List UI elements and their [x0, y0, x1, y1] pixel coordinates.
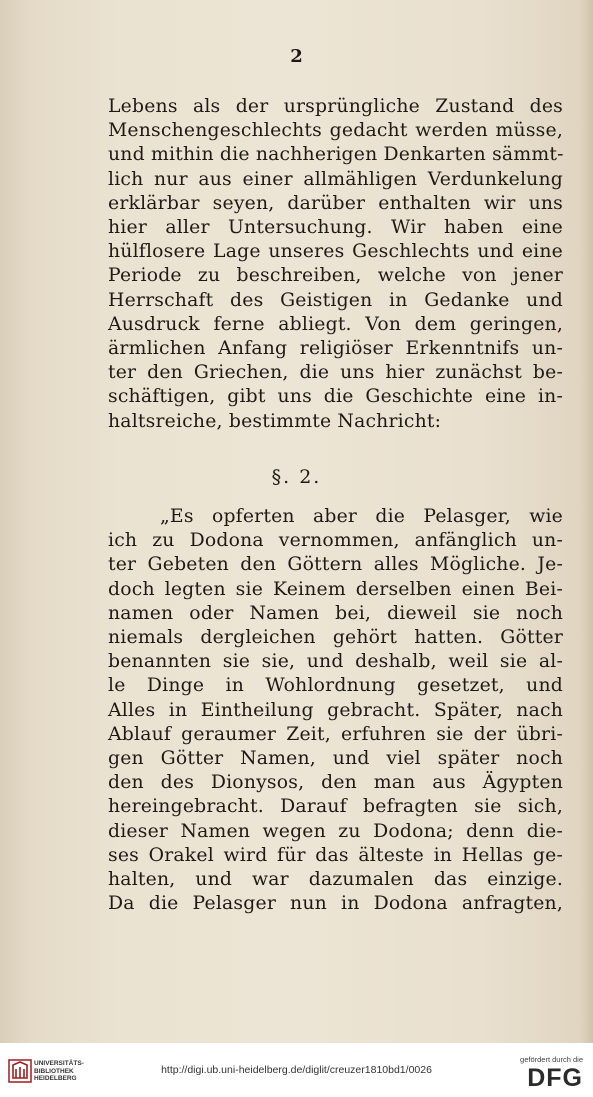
text-line: ter den Griechen, die uns hier zunächst be- — [108, 362, 563, 384]
text-line: dieser Namen wegen zu Dodona; denn die- — [108, 820, 563, 842]
text-line: schäftigen, gibt uns die Geschichte eine in- — [108, 386, 563, 408]
dfg-logo: DFG — [527, 1064, 583, 1092]
text-line: haltsreiche, bestimmte Nachricht: — [108, 410, 442, 432]
text-line: Da die Pelasger nun in Dodona anfragten, — [108, 893, 563, 915]
text-line: Periode zu beschreiben, welche von jener — [108, 265, 563, 287]
text-line: „Es opferten aber die Pelasger, wie — [160, 506, 563, 527]
text-line: Lebens als der ursprüngliche Zustand des — [108, 96, 563, 117]
library-name-line: UNIVERSITÄTS- — [34, 1060, 84, 1067]
text-line: niemals dergleichen gehört hatten. Götter — [108, 627, 563, 649]
text-line: lich nur aus einer allmähligen Verdunkelung — [108, 168, 563, 190]
text-line: hereingebracht. Darauf befragten sie sich, — [108, 796, 563, 818]
text-line: und mithin die nachherigen Denkarten sämmt- — [108, 144, 564, 166]
library-name-line: BIBLIOTHEK — [34, 1067, 74, 1075]
text-line: ich zu Dodona vernommen, anfänglich un- — [108, 530, 563, 552]
text-line: Ausdruck ferne abliegt. Von dem geringen, — [108, 313, 563, 335]
text-line: ärmlichen Anfang religiöser Erkenntnifs un- — [108, 338, 563, 360]
text-line: gen Götter Namen, und viel später noch — [108, 748, 563, 770]
page-number: 2 — [290, 46, 303, 67]
permalink-url[interactable]: http://digi.ub.uni-heidelberg.de/diglit/creuzer1810bd1/0026 — [161, 1064, 432, 1076]
funding-caption: gefördert durch die — [520, 1055, 583, 1064]
text-line: le Dinge in Wohlordnung gesetzet, und — [108, 675, 563, 697]
text-line: Herrschaft des Geistigen in Gedanke und — [108, 289, 563, 311]
text-line: namen oder Namen bei, dieweil sie noch — [108, 602, 563, 624]
paragraph-1 — [108, 95, 563, 434]
text-line: hülflosere Lage unseres Geschlechts und eine — [108, 241, 563, 263]
text-line: Menschengeschlechts gedacht werden müsse, — [108, 120, 563, 142]
viewer-footer — [0, 1043, 593, 1097]
text-line: doch legten sie Keinem derselben einen Bei- — [108, 578, 563, 600]
text-line: ter Gebeten den Göttern alles Mögliche. Je- — [108, 554, 563, 576]
text-line: den des Dionysos, den man aus Ägypten — [108, 772, 563, 794]
text-line: erklärbar seyen, darüber enthalten wir uns — [108, 192, 563, 214]
text-line: hier aller Untersuchung. Wir haben eine — [108, 217, 563, 239]
text-line: Ablauf geraumer Zeit, erfuhren sie der übri- — [108, 723, 563, 745]
text-line: halten, und war dazumalen das einzige. — [108, 869, 563, 891]
paragraph-2 — [108, 505, 563, 916]
text-line: benannten sie sie, und deshalb, weil sie al- — [108, 651, 563, 673]
section-heading: §. 2. — [271, 466, 322, 488]
text-line: ses Orakel wird für das älteste in Hellas ge- — [108, 844, 563, 866]
text-line: Alles in Eintheilung gebracht. Später, nach — [108, 699, 563, 721]
library-name-line: HEIDELBERG — [34, 1075, 77, 1082]
